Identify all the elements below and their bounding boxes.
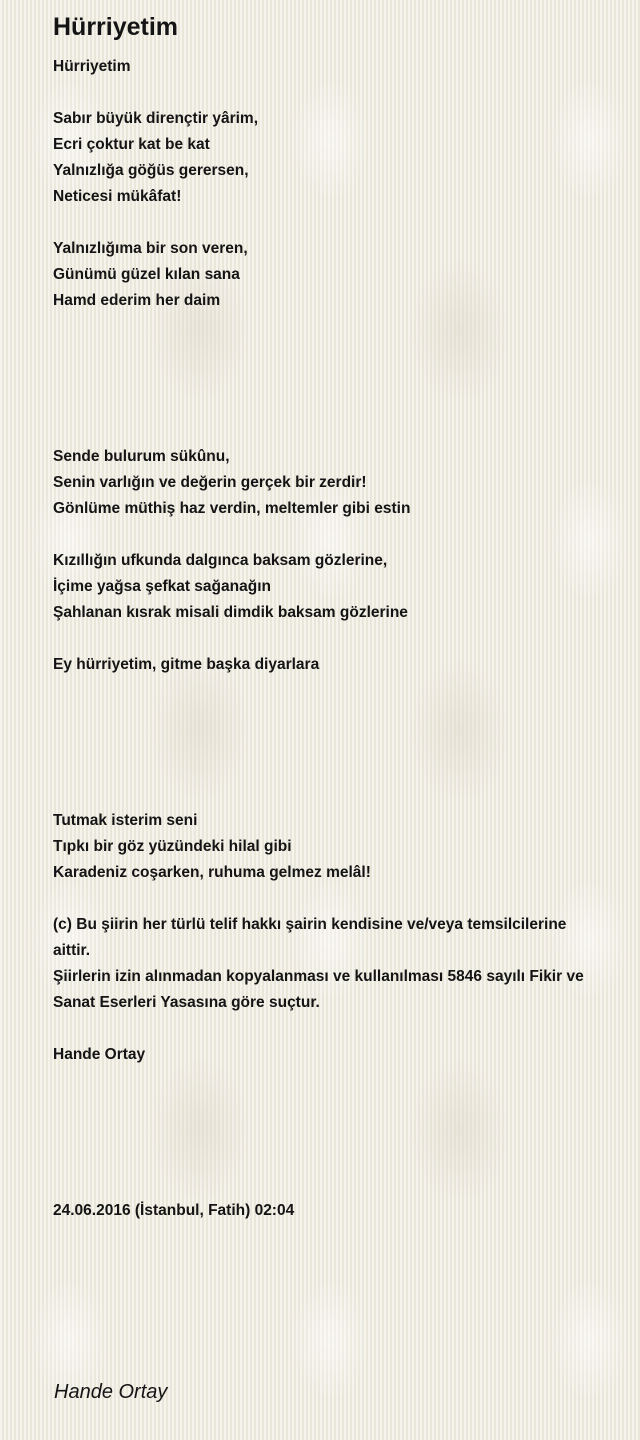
poem-title: Hürriyetim [53, 13, 179, 41]
poem-date: 24.06.2016 (İstanbul, Fatih) 02:04 [53, 1202, 295, 1219]
verse-line: Hamd ederim her daim [53, 292, 221, 309]
stanza-5 [53, 652, 603, 678]
stanza-gap [53, 1016, 603, 1042]
verse-line: Ecri çoktur kat be kat [53, 136, 210, 153]
copyright-legal: Şiirlerin izin alınmadan kopyalanması ve kullanılması 5846 sayılı Fikir ve Sanat Eserleri Yasasına göre suçtur. [53, 968, 589, 1011]
stanza-2 [53, 236, 603, 314]
copyright-notice: (c) Bu şiirin her türlü telif hakkı şairin kendisine ve/veya temsilcilerine aittir. [53, 916, 571, 959]
verse-line: Tutmak isterim seni [53, 812, 198, 829]
verse-line: Yalnızlığa göğüs gerersen, [53, 162, 249, 179]
stanza-gap [53, 210, 603, 236]
stanza-gap [53, 1068, 603, 1094]
verse-line: Kızıllığın ufkunda dalgınca baksam gözlerine, [53, 552, 388, 569]
verse-line: Karadeniz coşarken, ruhuma gelmez melâl! [53, 864, 371, 881]
author-signature: Hande Ortay [54, 1381, 168, 1403]
verse-line: Yalnızlığıma bir son veren, [53, 240, 248, 257]
section-gap [53, 1094, 603, 1198]
stanza-3 [53, 444, 603, 522]
stanza-gap [53, 80, 603, 106]
verse-line: Neticesi mükâfat! [53, 188, 182, 205]
stanza-6 [53, 808, 603, 886]
verse-line: Sende bulurum sükûnu, [53, 448, 230, 465]
verse-line: Senin varlığın ve değerin gerçek bir zerdir! [53, 474, 367, 491]
stanza-gap [53, 678, 603, 704]
stanza-4 [53, 548, 603, 626]
stanza-gap [53, 314, 603, 340]
verse-line: Günümü güzel kılan sana [53, 266, 240, 283]
poem-body [53, 54, 603, 1224]
stanza-gap [53, 626, 603, 652]
stanza-gap [53, 522, 603, 548]
stanza-1 [53, 106, 603, 210]
verse-line: Tıpkı bir göz yüzündeki hilal gibi [53, 838, 292, 855]
verse-line: Ey hürriyetim, gitme başka diyarlara [53, 656, 320, 673]
verse-line: Gönlüme müthiş haz verdin, meltemler gibi estin [53, 500, 411, 517]
section-gap [53, 340, 603, 444]
stanza-gap [53, 886, 603, 912]
verse-line: Şahlanan kısrak misali dimdik baksam gözlerine [53, 604, 408, 621]
verse-line: İçime yağsa şefkat sağanağın [53, 578, 271, 595]
verse-line: Sabır büyük dirençtir yârim, [53, 110, 259, 127]
section-gap [53, 704, 603, 808]
author-name: Hande Ortay [53, 1046, 146, 1063]
poem-subtitle: Hürriyetim [53, 58, 131, 75]
